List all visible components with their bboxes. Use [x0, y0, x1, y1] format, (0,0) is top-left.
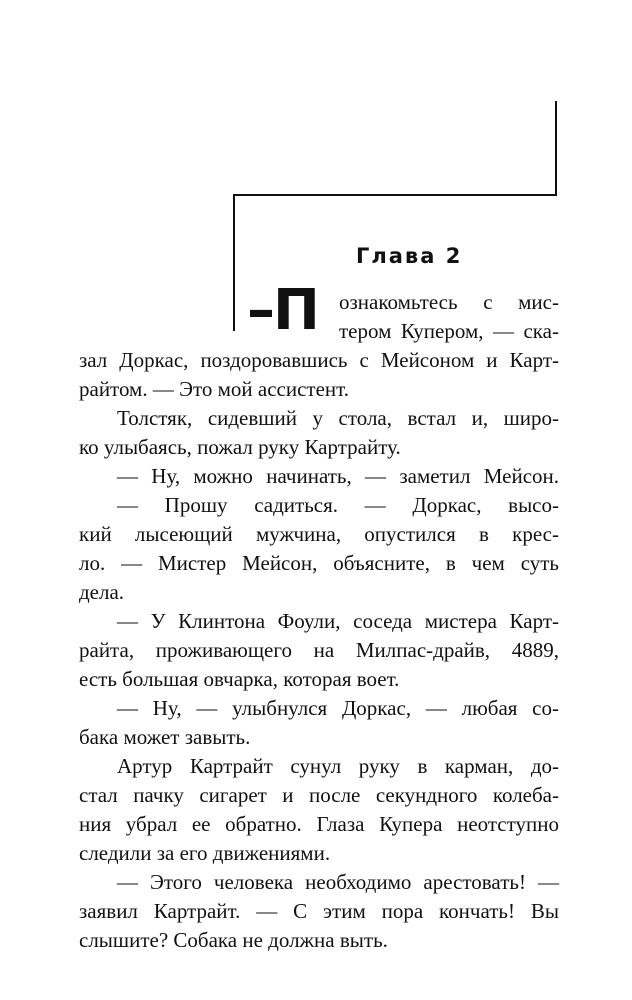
- text-line: Толстяк, сидевший у стола, встал и, широ-: [117, 406, 559, 430]
- text-line: Артур Картрайт сунул руку в карман, до-: [117, 754, 559, 778]
- frame-top-rule: [233, 194, 557, 196]
- text-line: райтом. — Это мой ассистент.: [79, 377, 349, 401]
- text-line: бака может завыть.: [79, 725, 251, 749]
- text-line: — Ну, можно начинать, — заметил Мейсон.: [117, 464, 559, 488]
- text-line: ло. — Мистер Мейсон, объясните, в чем суть: [79, 551, 559, 575]
- text-line: ко улыбаясь, пожал руку Картрайту.: [79, 435, 401, 459]
- text-line: — Ну, — улыбнулся Доркас, — любая со-: [117, 696, 559, 720]
- frame-left-rule: [233, 194, 235, 331]
- text-line: ния убрал ее обратно. Глаза Купера неотступно: [79, 812, 559, 836]
- text-line: есть большая овчарка, которая воет.: [79, 667, 400, 691]
- drop-cap: –П: [247, 278, 318, 343]
- text-line: тером Купером, — ска-: [339, 319, 559, 343]
- text-line: — У Клинтона Фоули, соседа мистера Карт-: [117, 609, 559, 633]
- text-line: дела.: [79, 580, 125, 604]
- text-line: слышите? Собака не должна выть.: [79, 928, 388, 952]
- text-line: ознакомьтесь с мис-: [339, 290, 559, 314]
- text-line: кий лысеющий мужчина, опустился в крес-: [79, 522, 559, 546]
- text-line: стал пачку сигарет и после секундного колеба-: [79, 783, 559, 807]
- text-line: следили за его движениями.: [79, 841, 331, 865]
- text-line: заявил Картрайт. — С этим пора кончать! Вы: [79, 899, 559, 923]
- text-line: зал Доркас, поздоровавшись с Мейсоном и Карт-: [79, 348, 559, 372]
- frame-right-rule: [555, 101, 557, 196]
- chapter-title: Глава 2: [356, 244, 463, 268]
- text-line: — Прошу садиться. — Доркас, высо-: [117, 493, 559, 517]
- text-line: райта, проживающего на Милпас-драйв, 4889,: [79, 638, 559, 662]
- text-line: — Этого человека необходимо арестовать! —: [117, 870, 559, 894]
